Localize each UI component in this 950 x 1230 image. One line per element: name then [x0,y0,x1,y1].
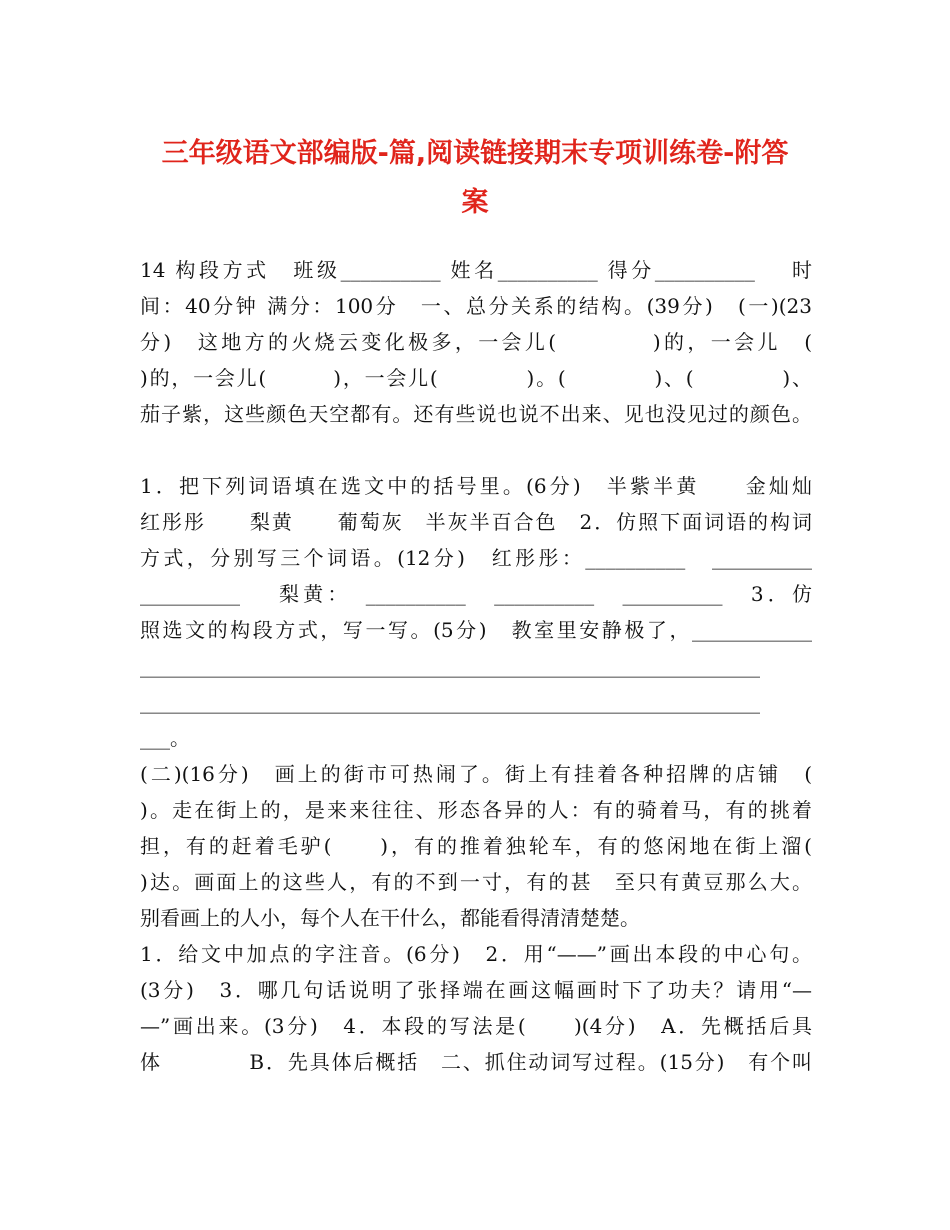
text-line: 1．给文中加点的字注音。(6分) 2．用“——”画出本段的中心句。 [140,942,812,966]
text-line: 分) 这地方的火烧云变化极多，一会儿( )的，一会儿 ( [140,330,812,354]
text-line: )。走在街上的，是来来往往、形态各异的人：有的骑着马，有的挑着 [140,798,812,822]
text-line: ___。 [140,726,190,750]
text-line: —”画出来。(3分) 4．本段的写法是( )(4分) A．先概括后具 [140,1014,812,1038]
document-title-line-1: 三年级语文部编版-篇,阅读链接期末专项训练卷-附答 [161,138,789,169]
answer-blank-line: ______________________________________________________________ [140,690,760,714]
answer-blank-line: ______________________________________________________________ [140,654,760,678]
text-line: 1．把下列词语填在选文中的括号里。(6分) 半紫半黄 金灿灿 [140,474,812,498]
text-line: )的，一会儿( )，一会儿( )。( )、( )、 [140,366,812,390]
text-line: 别看画上的人小，每个人在干什么，都能看得清清楚楚。 [140,906,640,930]
text-line: (3分) 3．哪几句话说明了张择端在画这幅画时下了功夫？请用“— [140,978,812,1002]
text-line: 方式，分别写三个词语。(12分) 红彤彤：__________ __________ [140,546,812,570]
text-line: (二)(16分) 画上的街市可热闹了。街上有挂着各种招牌的店铺 ( [140,762,812,786]
text-line: 14 构段方式 班级__________ 姓名__________ 得分__________ 时 [140,258,812,282]
text-line: )达。画面上的这些人，有的不到一寸，有的甚 至只有黄豆那么大。 [140,870,812,894]
document-title-line-2: 案 [461,187,489,218]
text-line: 体 B．先具体后概括 二、抓住动词写过程。(15分) 有个叫 [140,1050,812,1074]
text-line: 红彤彤 梨黄 葡萄灰 半灰半百合色 2．仿照下面词语的构词 [140,510,812,534]
text-line: 茄子紫，这些颜色天空都有。还有些说也说不出来、见也没见过的颜色。 [140,402,812,426]
text-line: __________ 梨黄： __________ __________ __________ 3．仿 [140,582,812,606]
text-line: 照选文的构段方式，写一写。(5分) 教室里安静极了，____________ [140,618,812,642]
text-line: 间：40分钟 满分：100分 一、总分关系的结构。(39分) (一)(23 [140,294,812,318]
text-line: 担，有的赶着毛驴( )，有的推着独轮车，有的悠闲地在街上溜( [140,834,812,858]
